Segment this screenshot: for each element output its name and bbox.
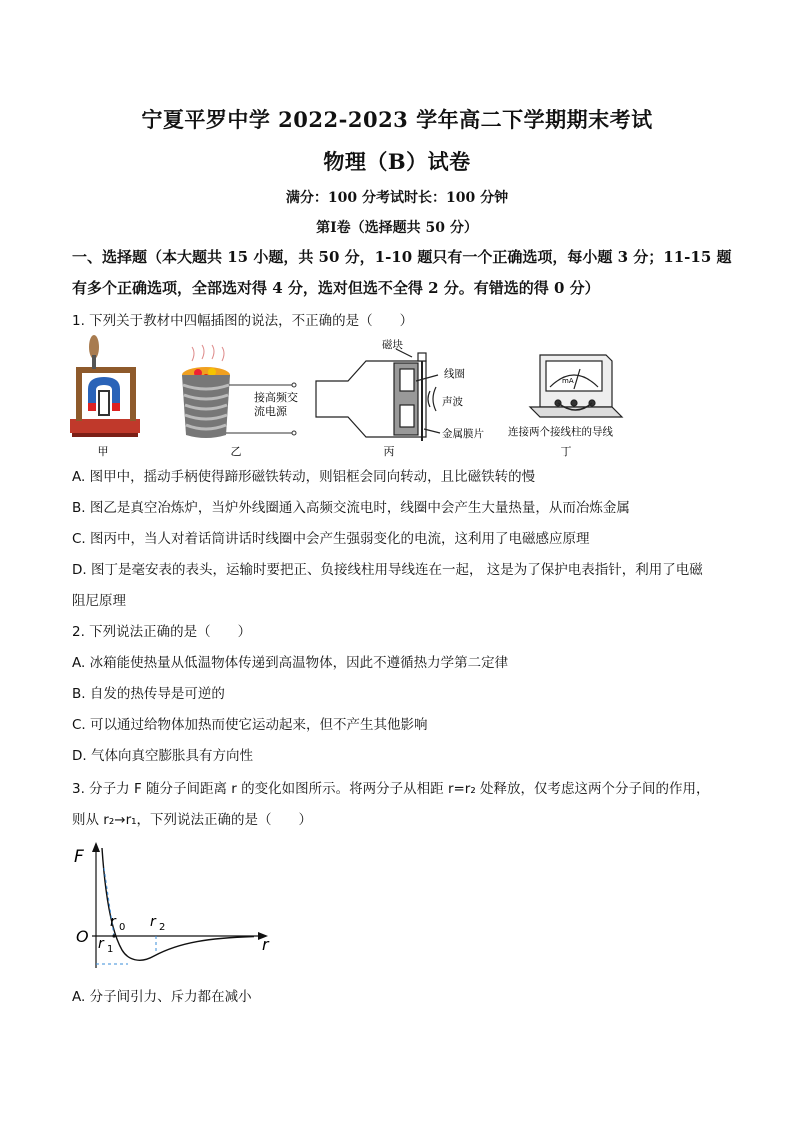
fig-label-jia: 甲 — [97, 445, 109, 458]
exam-title: 宁夏平罗中学 2022-2023 学年高二下学期期末考试 — [141, 107, 653, 132]
q1-option-c: C. 图丙中，当人对着话筒讲话时线圈中会产生强弱变化的电流，这利用了电磁感应原理 — [72, 531, 590, 547]
fig-label-ding: 丁 — [560, 445, 572, 458]
graph-r2-sub: 2 — [159, 922, 166, 933]
exam-info: 满分：100 分考试时长：100 分钟 — [285, 190, 509, 206]
graph-r0-sub: 0 — [119, 922, 126, 933]
q1-option-d-line1: D. 图丁是毫安表的表头，运输时要把正、负接线柱用导线连在一起， 这是为了保护电表指针，利用了电磁 — [72, 562, 703, 578]
fig-ding-unit: mA — [562, 377, 574, 385]
fig-ding-caption: 连接两个接线柱的导线 — [508, 426, 613, 438]
q1-option-d-line2: 阻尼原理 — [72, 593, 126, 609]
milliammeter-figure — [530, 355, 622, 417]
q1-option-a: A. 图甲中，摇动手柄使得蹄形磁铁转动，则铝框会同向转动，且比磁铁转的慢 — [72, 469, 536, 485]
q3-stem-1: 3. 分子力 F 随分子间距离 r 的变化如图所示。将两分子从相距 r=r₂ 处释放，仅考虑这两个分子间的作用， — [72, 781, 710, 797]
graph-r1-label: r — [98, 936, 104, 952]
q1-figure — [66, 333, 706, 459]
rotating-magnet-figure — [70, 335, 140, 437]
fig-yi-label-1: 接高频交 — [254, 391, 298, 404]
fig-label-bing: 丙 — [383, 445, 395, 458]
section-instructions-1: 一、选择题（本大题共 15 小题，共 50 分，1-10 题只有一个正确选项，每小题 3 分；11-15 题 — [72, 248, 732, 266]
exam-subtitle: 物理（B）试卷 — [323, 149, 471, 174]
section-instructions-2: 有多个正确选项，全部选对得 4 分，选对但选不全得 2 分。有错选的得 0 分） — [72, 279, 600, 297]
graph-x-label: r — [262, 935, 269, 954]
q2-option-b: B. 自发的热传导是可逆的 — [72, 686, 225, 702]
q3-stem-2: 则从 r₂→r₁，下列说法正确的是（ ） — [72, 812, 313, 828]
q1-option-b: B. 图乙是真空冶炼炉，当炉外线圈通入高频交流电时，线圈中会产生大量热量，从而冶炼金属 — [72, 500, 630, 516]
q3-option-a: A. 分子间引力、斥力都在减小 — [72, 989, 252, 1005]
force-distance-graph — [70, 838, 280, 974]
fig-bing-magnet: 磁块 — [382, 339, 403, 351]
fig-bing-sound: 声波 — [442, 396, 463, 408]
graph-r2-label: r — [150, 914, 156, 930]
volume-heading: 第Ⅰ卷（选择题共 50 分） — [316, 220, 478, 236]
graph-y-label: F — [74, 847, 84, 867]
fig-label-yi: 乙 — [230, 445, 242, 458]
q1-stem: 1. 下列关于教材中四幅插图的说法，不正确的是（ ） — [72, 313, 414, 329]
fig-bing-film: 金属膜片 — [442, 428, 484, 440]
fig-bing-coil: 线圈 — [444, 368, 465, 380]
q2-option-a: A. 冰箱能使热量从低温物体传递到高温物体，因此不遵循热力学第二定律 — [72, 655, 509, 671]
graph-r0-label: r — [110, 914, 116, 930]
fig-yi-label-2: 流电源 — [254, 405, 287, 418]
q2-option-c: C. 可以通过给物体加热而使它运动起来，但不产生其他影响 — [72, 717, 428, 733]
graph-origin-label: O — [76, 927, 89, 946]
q2-stem: 2. 下列说法正确的是（ ） — [72, 624, 252, 640]
q2-option-d: D. 气体向真空膨胀具有方向性 — [72, 748, 253, 764]
graph-r1-sub: 1 — [107, 944, 114, 955]
microphone-figure — [316, 349, 440, 441]
